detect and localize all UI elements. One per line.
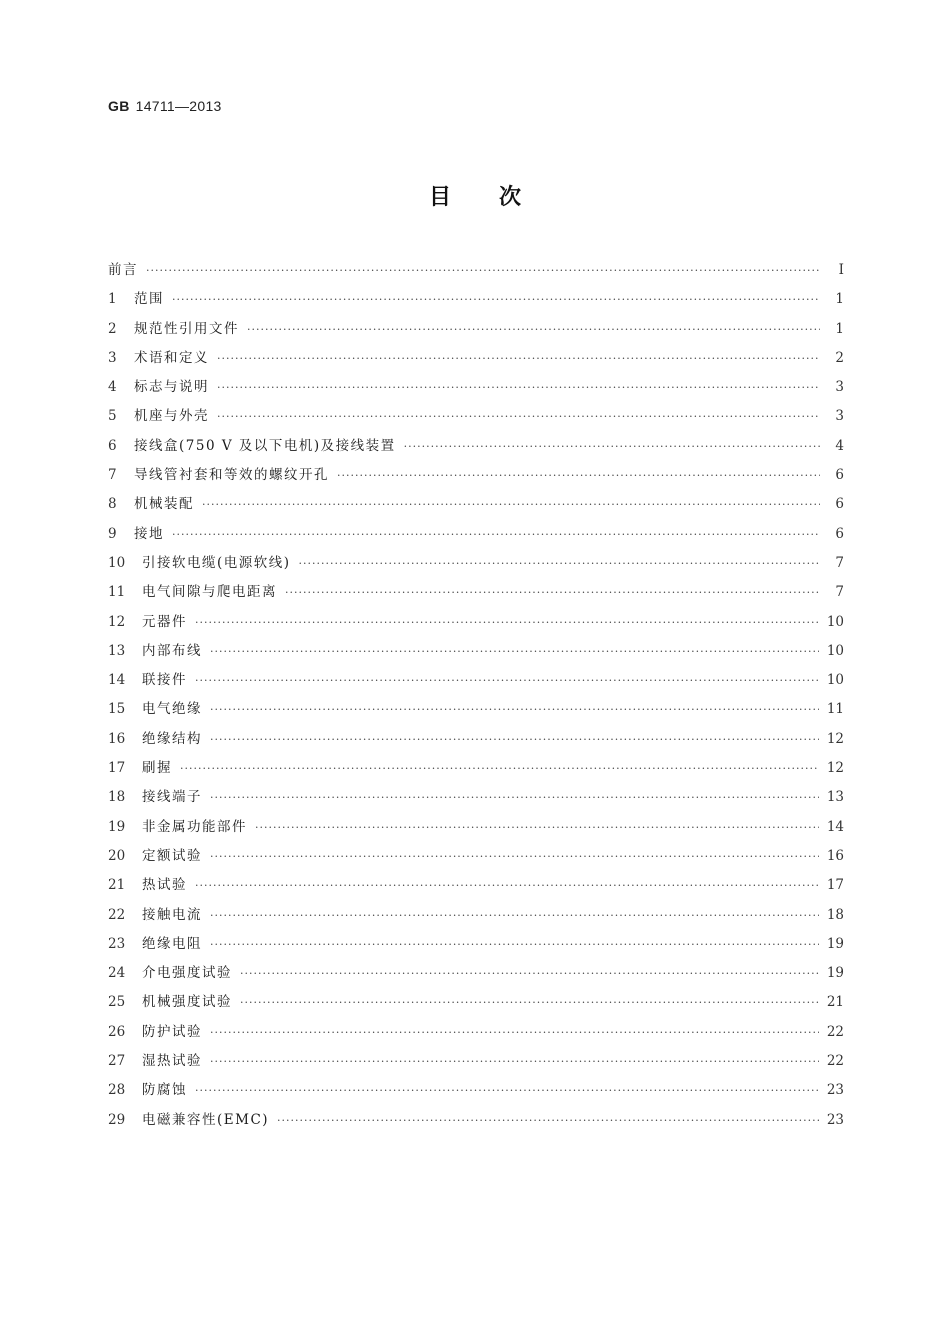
toc-leader-dots (210, 930, 819, 959)
toc-entry[interactable] (108, 256, 844, 285)
toc-entry[interactable] (108, 695, 844, 724)
toc-entry[interactable] (108, 461, 844, 490)
toc-entry-page: 7 (835, 554, 844, 571)
toc-entry-page: 21 (826, 994, 844, 1011)
toc-entry-label: 接地 (134, 525, 164, 542)
toc-entry-number: 1 (108, 291, 117, 308)
toc-entry[interactable] (108, 842, 844, 871)
toc-entry[interactable] (108, 490, 844, 519)
toc-entry-number: 26 (108, 1023, 126, 1040)
toc-entry[interactable] (108, 285, 844, 314)
toc-entry[interactable] (108, 988, 844, 1017)
toc-entry-number: 23 (108, 935, 126, 952)
toc-leader-dots (172, 520, 820, 549)
toc-entry[interactable] (108, 1018, 844, 1047)
toc-entry-label: 非金属功能部件 (142, 818, 247, 835)
toc-entry-label: 范围 (134, 291, 164, 308)
toc-entry-page: 23 (826, 1082, 844, 1099)
toc-entry-number: 3 (108, 349, 117, 366)
toc-leader-dots (240, 988, 819, 1017)
toc-entry-page: 14 (826, 818, 844, 835)
toc-leader-dots (285, 578, 820, 607)
toc-leader-dots (277, 1106, 819, 1135)
toc-entry-number: 6 (108, 437, 117, 454)
toc-entry-label: 前言 (108, 262, 138, 278)
toc-entry[interactable] (108, 549, 844, 578)
toc-entry-page: 7 (835, 584, 844, 601)
toc-entry-label: 电气绝缘 (142, 701, 202, 718)
toc-entry[interactable] (108, 959, 844, 988)
toc-entry-number: 12 (108, 613, 126, 630)
toc-entry-label: 元器件 (142, 613, 187, 630)
toc-entry[interactable] (108, 1076, 844, 1105)
toc-entry[interactable] (108, 871, 844, 900)
toc-entry-number: 27 (108, 1053, 126, 1070)
toc-entry-number: 4 (108, 379, 117, 396)
toc-entry-label: 内部布线 (142, 642, 202, 659)
toc-leader-dots (210, 901, 819, 930)
toc-entry[interactable] (108, 432, 844, 461)
toc-entry[interactable] (108, 754, 844, 783)
toc-leader-dots (210, 695, 819, 724)
toc-entry-page: 1 (835, 320, 844, 337)
toc-entry-number: 22 (108, 906, 126, 923)
toc-entry-number: 8 (108, 496, 117, 513)
standard-prefix: GB (108, 98, 130, 114)
toc-entry-label: 机座与外壳 (134, 408, 209, 425)
toc-entry[interactable] (108, 901, 844, 930)
toc-entry-page: 10 (826, 613, 844, 630)
toc-entry-page: 1 (835, 291, 844, 308)
toc-leader-dots (195, 666, 819, 695)
toc-entry[interactable] (108, 578, 844, 607)
toc-entry-label: 绝缘电阻 (142, 935, 202, 952)
toc-entry-number: 18 (108, 789, 126, 806)
toc-entry-page: 6 (835, 525, 844, 542)
toc-entry-label: 机械装配 (134, 496, 194, 513)
toc-entry-page: 13 (826, 789, 844, 806)
toc-entry-label: 引接软电缆(电源软线) (142, 554, 291, 571)
toc-entry-number: 24 (108, 965, 126, 982)
toc-entry-number: 21 (108, 877, 126, 894)
toc-entry-label: 防腐蚀 (142, 1082, 187, 1099)
toc-entry[interactable] (108, 1106, 844, 1135)
toc-entry[interactable] (108, 608, 844, 637)
toc-entry-label: 湿热试验 (142, 1053, 202, 1070)
toc-leader-dots (337, 461, 820, 490)
toc-entry-page: 6 (835, 467, 844, 484)
toc-entry-number: 19 (108, 818, 126, 835)
toc-entry-page: 10 (826, 642, 844, 659)
toc-entry-page: 3 (835, 379, 844, 396)
toc-leader-dots (195, 608, 819, 637)
toc-entry-number: 20 (108, 847, 126, 864)
toc-leader-dots (210, 1018, 819, 1047)
toc-entry-label: 机械强度试验 (142, 994, 232, 1011)
toc-entry-number: 25 (108, 994, 126, 1011)
toc-entry[interactable] (108, 813, 844, 842)
toc-leader-dots (210, 725, 819, 754)
toc-leader-dots (247, 315, 820, 344)
toc-entry-label: 接触电流 (142, 906, 202, 923)
table-of-contents (108, 256, 844, 1135)
toc-leader-dots (172, 285, 820, 314)
toc-entry-label: 热试验 (142, 877, 187, 894)
toc-leader-dots (180, 754, 819, 783)
toc-entry-number: 16 (108, 730, 126, 747)
toc-entry[interactable] (108, 344, 844, 373)
toc-entry-label: 标志与说明 (134, 379, 209, 396)
toc-leader-dots (217, 373, 820, 402)
toc-entry-number: 9 (108, 525, 117, 542)
toc-entry-number: 17 (108, 760, 126, 777)
toc-entry-number: 15 (108, 701, 126, 718)
toc-entry-number: 11 (108, 584, 126, 601)
toc-leader-dots (240, 959, 819, 988)
toc-leader-dots (217, 402, 820, 431)
toc-leader-dots (210, 783, 819, 812)
toc-leader-dots (255, 813, 819, 842)
toc-entry-label: 定额试验 (142, 847, 202, 864)
toc-entry[interactable] (108, 930, 844, 959)
toc-entry-number: 7 (108, 467, 117, 484)
toc-entry[interactable] (108, 725, 844, 754)
toc-leader-dots (404, 432, 820, 461)
toc-leader-dots (195, 1076, 819, 1105)
toc-entry-page: 10 (826, 672, 844, 689)
toc-entry-label: 联接件 (142, 672, 187, 689)
toc-entry-page: Ⅰ (838, 262, 844, 278)
toc-entry-page: 3 (835, 408, 844, 425)
toc-entry-page: 19 (826, 965, 844, 982)
toc-entry-page: 17 (826, 877, 844, 894)
toc-entry[interactable] (108, 637, 844, 666)
toc-entry-page: 22 (826, 1023, 844, 1040)
toc-entry[interactable] (108, 520, 844, 549)
toc-entry-page: 23 (826, 1111, 844, 1128)
toc-entry-label: 导线管衬套和等效的螺纹开孔 (134, 467, 329, 484)
standard-code: 14711—2013 (135, 98, 222, 114)
toc-entry[interactable] (108, 666, 844, 695)
toc-entry[interactable] (108, 315, 844, 344)
toc-leader-dots (195, 871, 819, 900)
toc-entry-label: 介电强度试验 (142, 965, 232, 982)
toc-entry-label: 接线盒(750 V 及以下电机)及接线装置 (134, 437, 396, 454)
toc-entry-number: 13 (108, 642, 126, 659)
toc-entry-page: 12 (826, 730, 844, 747)
toc-entry[interactable] (108, 402, 844, 431)
toc-entry-label: 术语和定义 (134, 349, 209, 366)
toc-entry-number: 10 (108, 554, 126, 571)
toc-entry-page: 22 (826, 1053, 844, 1070)
toc-leader-dots (210, 842, 819, 871)
toc-entry-page: 18 (826, 906, 844, 923)
toc-leader-dots (217, 344, 820, 373)
toc-entry-label: 刷握 (142, 760, 172, 777)
toc-entry-number: 2 (108, 320, 117, 337)
toc-entry-number: 28 (108, 1082, 126, 1099)
toc-entry-page: 6 (835, 496, 844, 513)
standard-number (108, 98, 222, 114)
toc-entry[interactable] (108, 1047, 844, 1076)
toc-entry-number: 14 (108, 672, 126, 689)
toc-leader-dots (202, 490, 820, 519)
toc-entry-page: 19 (826, 935, 844, 952)
toc-entry-page: 11 (826, 701, 844, 718)
toc-entry-label: 绝缘结构 (142, 730, 202, 747)
toc-entry-label: 规范性引用文件 (134, 320, 239, 337)
page-title: 目次 (428, 185, 569, 210)
toc-entry-label: 接线端子 (142, 789, 202, 806)
toc-entry-page: 2 (835, 349, 844, 366)
toc-leader-dots (146, 256, 820, 285)
toc-entry-label: 电磁兼容性(EMC) (142, 1111, 270, 1128)
toc-entry-page: 4 (835, 437, 844, 454)
toc-leader-dots (210, 1047, 819, 1076)
toc-entry[interactable] (108, 373, 844, 402)
toc-entry[interactable] (108, 783, 844, 812)
toc-leader-dots (299, 549, 820, 578)
toc-entry-number: 29 (108, 1111, 126, 1128)
toc-entry-page: 12 (826, 760, 844, 777)
toc-leader-dots (210, 637, 819, 666)
toc-entry-page: 16 (826, 847, 844, 864)
toc-entry-label: 防护试验 (142, 1023, 202, 1040)
toc-entry-label: 电气间隙与爬电距离 (142, 584, 277, 601)
toc-entry-number: 5 (108, 408, 117, 425)
